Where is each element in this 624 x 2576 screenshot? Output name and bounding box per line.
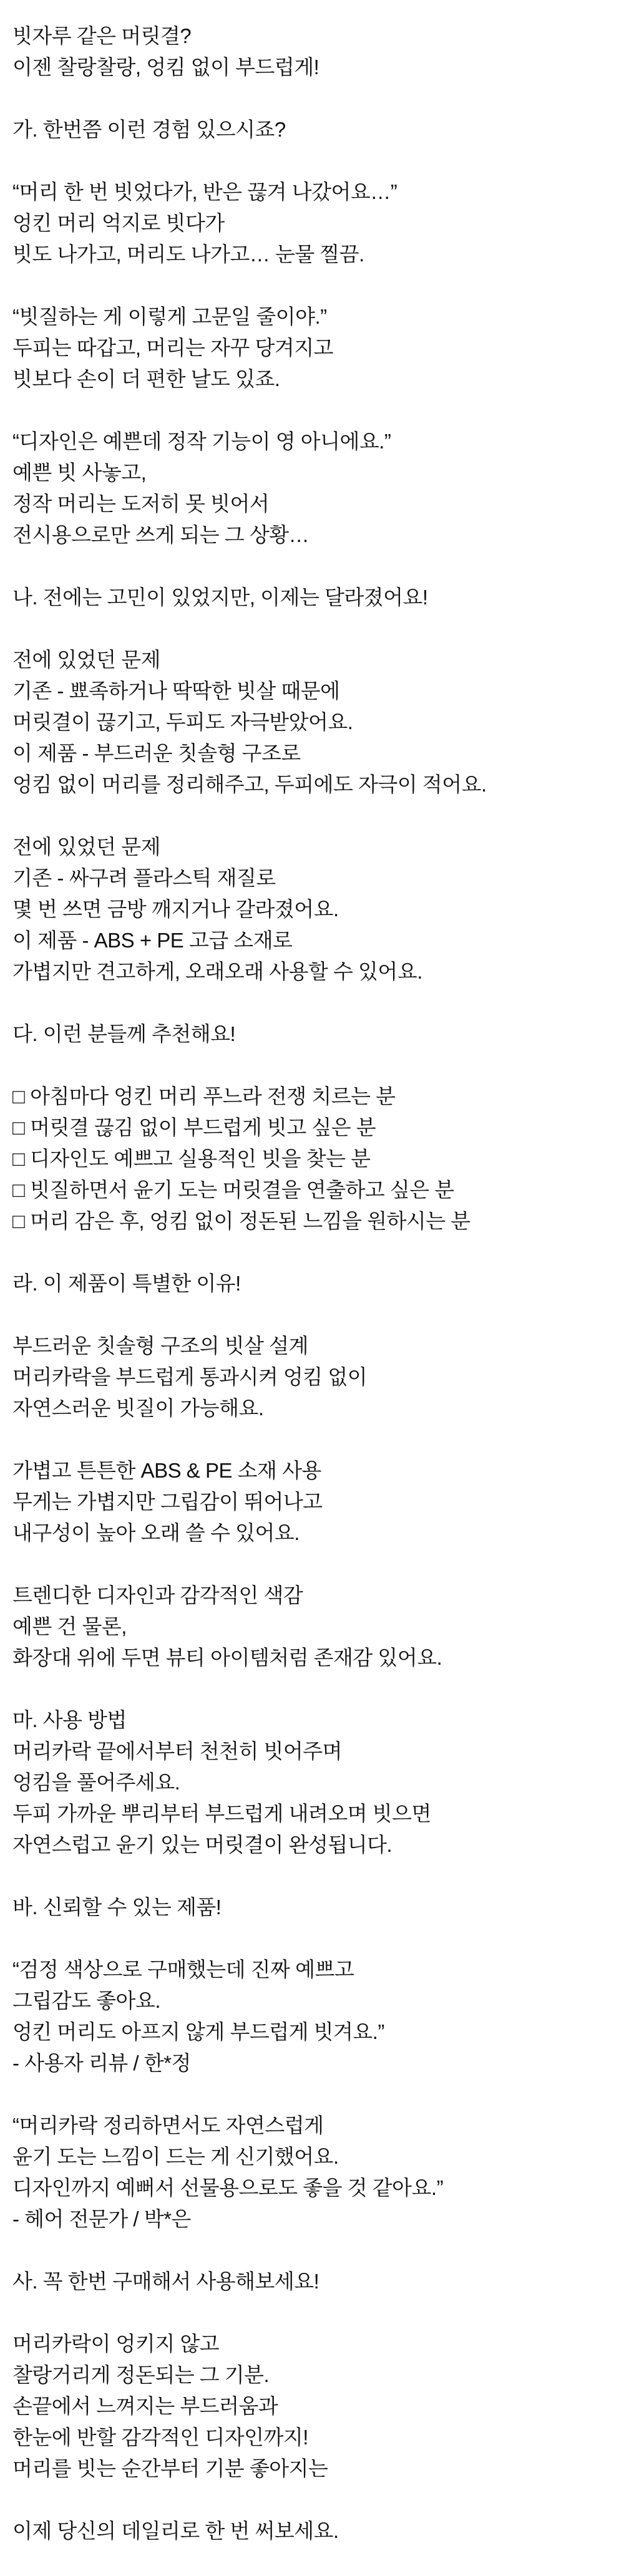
text-line: - 헤어 전문가 / 박*은 <box>12 2207 191 2230</box>
text-line: “디자인은 예쁜데 정작 기능이 영 아니에요.” <box>12 430 391 453</box>
heading-na <box>12 582 618 613</box>
text-line: 이 제품 - ABS + PE 고급 소재로 <box>12 929 293 952</box>
text-line: 머리카락이 엉키지 않고 <box>12 2332 220 2355</box>
text-line: 부드러운 칫솔형 구조의 빗살 설계 <box>12 1334 308 1357</box>
text-line: 이 제품 - 부드러운 칫솔형 구조로 <box>12 742 301 765</box>
text-line: 예쁜 빗 사놓고, <box>12 461 147 484</box>
text-line: 전에 있었던 문제 <box>12 835 160 858</box>
section-heading: 가. 한번쯤 이런 경험 있으시죠? <box>12 118 286 141</box>
text-line: 화장대 위에 두면 뷰티 아이템처럼 존재감 있어요. <box>12 1646 442 1669</box>
pain-quote-2 <box>12 301 618 395</box>
text-line: 두피 가까운 뿌리부터 부드럽게 내려오며 빗으면 <box>12 1802 431 1825</box>
text-line: 가볍지만 견고하게, 오래오래 사용할 수 있어요. <box>12 960 422 983</box>
text-line: 손끝에서 느껴지는 부드러움과 <box>12 2394 278 2418</box>
text-line: 찰랑거리게 정돈되는 그 기분. <box>12 2363 270 2386</box>
text-line: 전시용으로만 쓰게 되는 그 상황… <box>12 523 310 546</box>
section-heading: 사. 꼭 한번 구매해서 사용해보세요! <box>12 2270 319 2293</box>
feature-material <box>12 1455 618 1549</box>
pain-quote-1 <box>12 177 618 270</box>
text-line: 전에 있었던 문제 <box>12 648 160 671</box>
text-line: 엉킴을 풀어주세요. <box>12 1771 180 1794</box>
text-line: 디자인까지 예뻐서 선물용으로도 좋을 것 같아요.” <box>12 2176 444 2199</box>
text-line: 빗도 나가고, 머리도 나가고… 눈물 찔끔. <box>12 243 364 266</box>
checklist-item: □ 아침마다 엉킨 머리 푸느라 전쟁 치르는 분 <box>12 1085 396 1108</box>
text-line: 엉킨 머리 억지로 빗다가 <box>12 211 225 235</box>
section-heading: 다. 이런 분들께 추천해요! <box>12 1022 236 1045</box>
closing-appeal <box>12 2328 618 2484</box>
text-line: 이제 당신의 데일리로 한 번 써보세요. <box>12 2519 339 2542</box>
heading-ga <box>12 114 618 145</box>
text-line: 몇 번 쓰면 금방 깨지거나 갈라졌어요. <box>12 898 339 921</box>
text-line: “검정 색상으로 구매했는데 진짜 예쁘고 <box>12 1958 354 1981</box>
text-line: 머리카락을 부드럽게 통과시켜 엉킴 없이 <box>12 1365 368 1388</box>
text-line: 내구성이 높아 오래 쓸 수 있어요. <box>12 1521 300 1544</box>
heading-ba <box>12 1892 618 1923</box>
text-line: 정작 머리는 도저히 못 빗어서 <box>12 492 270 515</box>
text-line: 자연스럽고 윤기 있는 머릿결이 완성됩니다. <box>12 1833 392 1856</box>
text-line: 무게는 가볍지만 그립감이 뛰어나고 <box>12 1490 323 1513</box>
heading-da <box>12 1019 618 1050</box>
text-line: 예쁜 건 물론, <box>12 1615 127 1638</box>
text-line: “머리카락 정리하면서도 자연스럽게 <box>12 2114 324 2137</box>
section-heading: 바. 신뢰할 수 있는 제품! <box>12 1896 222 1919</box>
text-line: 엉킨 머리도 아프지 않게 부드럽게 빗겨요.” <box>12 2020 384 2043</box>
cta <box>12 2515 618 2547</box>
heading-ra <box>12 1268 618 1299</box>
text-line: 이젠 찰랑찰랑, 엉킴 없이 부드럽게! <box>12 56 319 79</box>
text-line: 엉킴 없이 머리를 정리해주고, 두피에도 자극이 적어요. <box>12 773 487 796</box>
text-line: 트렌디한 디자인과 감각적인 색감 <box>12 1584 303 1607</box>
text-line: 두피는 따갑고, 머리는 자꾸 당겨지고 <box>12 336 334 359</box>
text-line: 빗자루 같은 머릿결? <box>12 24 192 47</box>
feature-bristle-design <box>12 1330 618 1424</box>
review-expert <box>12 2110 618 2235</box>
checklist-item: □ 머릿결 끊김 없이 부드럽게 빗고 싶은 분 <box>12 1116 376 1139</box>
text-line: 가볍고 튼튼한 ABS & PE 소재 사용 <box>12 1459 321 1482</box>
before-after-bristles <box>12 644 618 800</box>
section-heading: 라. 이 제품이 특별한 이유! <box>12 1272 241 1295</box>
text-line: 머리카락 끝에서부터 천천히 빗어주며 <box>12 1740 343 1763</box>
checklist-item: □ 빗질하면서 윤기 도는 머릿결을 연출하고 싶은 분 <box>12 1178 454 1201</box>
before-after-material <box>12 831 618 987</box>
feature-design <box>12 1580 618 1673</box>
text-line: 윤기 도는 느낌이 드는 게 신기했어요. <box>12 2145 339 2168</box>
text-line: “머리 한 번 빗었다가, 반은 끊겨 나갔어요…” <box>12 180 397 203</box>
usage-instructions <box>12 1705 618 1861</box>
text-line: 한눈에 반할 감각적인 디자인까지! <box>12 2426 308 2449</box>
text-line: 기존 - 뾰족하거나 딱딱한 빗살 때문에 <box>12 679 340 702</box>
text-line: 머리를 빗는 순간부터 기분 좋아지는 <box>12 2457 328 2480</box>
text-line: 마. 사용 방법 <box>12 1708 127 1731</box>
intro-title <box>12 21 618 83</box>
recommend-checklist <box>12 1081 618 1237</box>
text-line: 기존 - 싸구려 플라스틱 재질로 <box>12 866 276 889</box>
text-line: 머릿결이 끊기고, 두피도 자극받았어요. <box>12 710 353 734</box>
text-line: - 사용자 리뷰 / 한*정 <box>12 2051 191 2075</box>
section-heading: 나. 전에는 고민이 있었지만, 이제는 달라졌어요! <box>12 586 428 609</box>
text-line: 그립감도 좋아요. <box>12 1989 160 2012</box>
checklist-item: □ 머리 감은 후, 엉킴 없이 정돈된 느낌을 원하시는 분 <box>12 1209 470 1232</box>
text-line: 빗보다 손이 더 편한 날도 있죠. <box>12 367 280 390</box>
text-line: 자연스러운 빗질이 가능해요. <box>12 1397 264 1420</box>
pain-quote-3 <box>12 426 618 551</box>
heading-sa <box>12 2266 618 2297</box>
review-user <box>12 1954 618 2079</box>
checklist-item: □ 디자인도 예쁘고 실용적인 빗을 찾는 분 <box>12 1147 371 1170</box>
text-line: “빗질하는 게 이렇게 고문일 줄이야.” <box>12 305 327 328</box>
